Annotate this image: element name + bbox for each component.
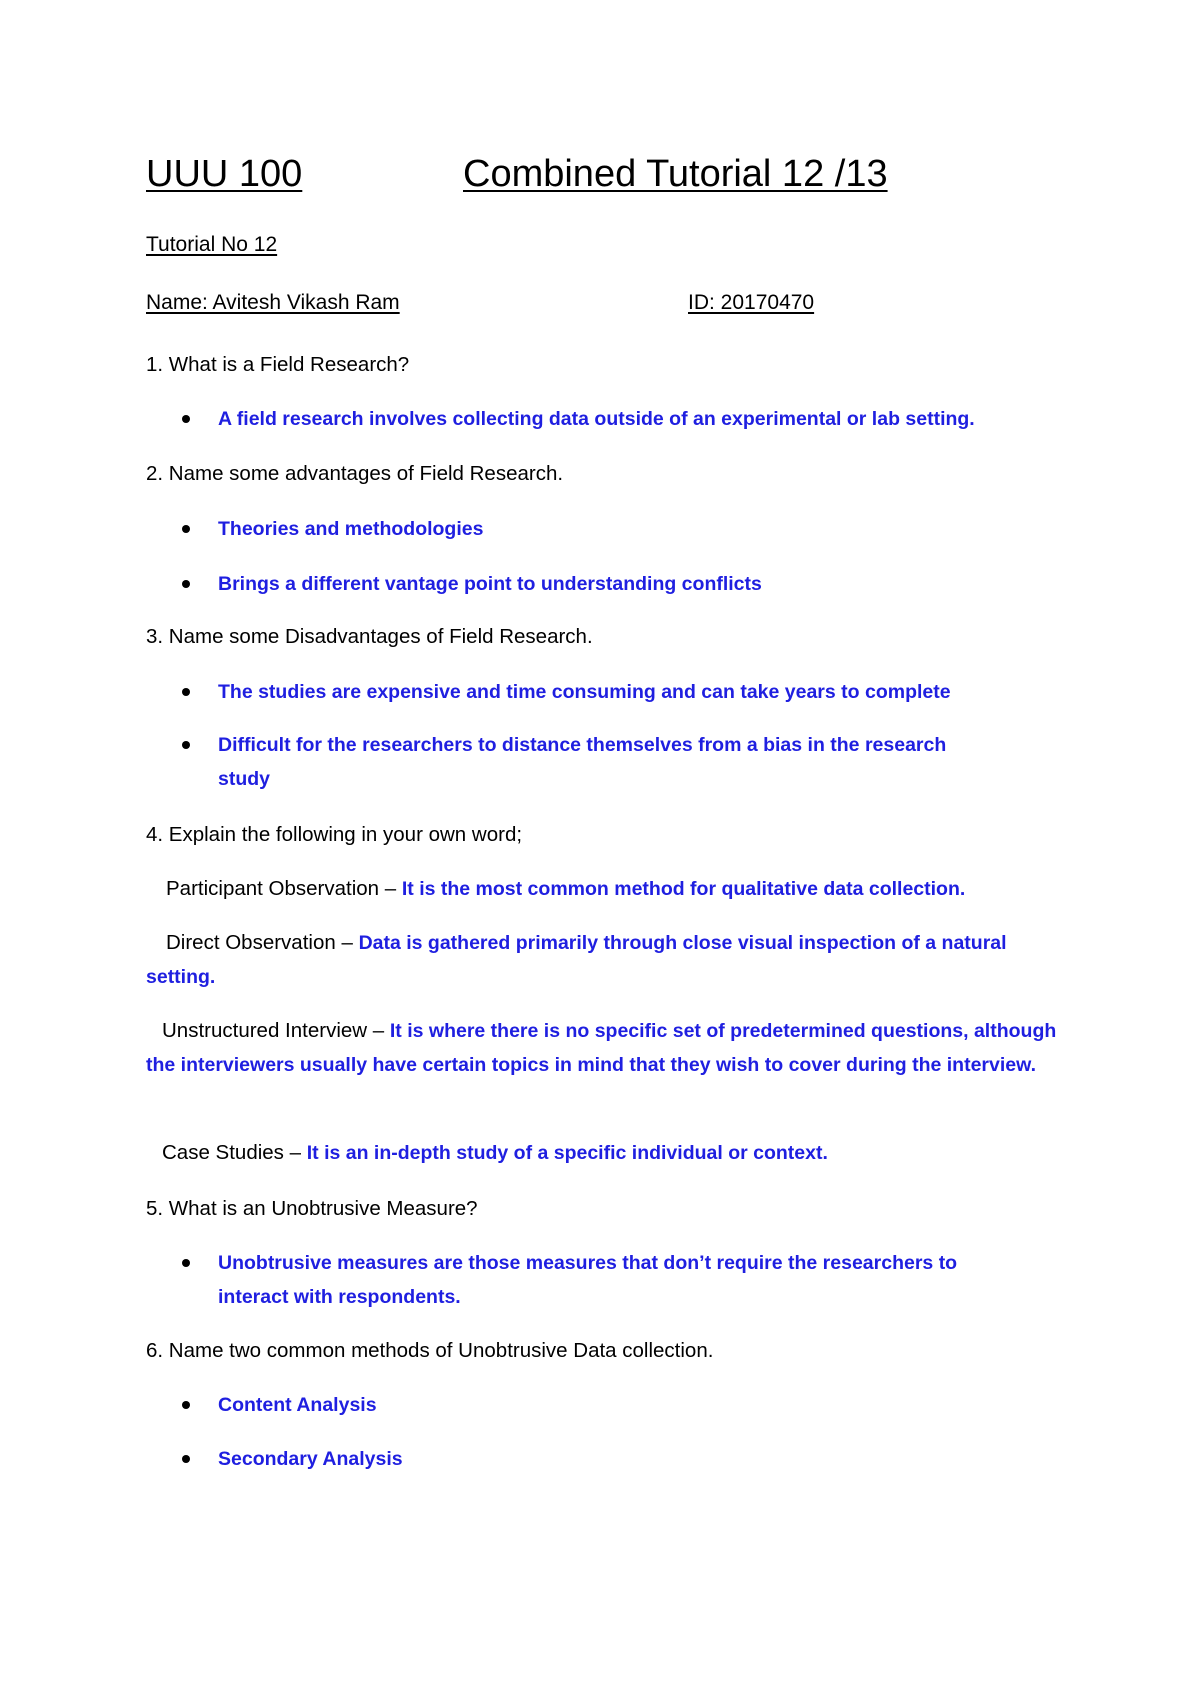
question-4: 4. Explain the following in your own word;	[146, 823, 523, 846]
course-code-title: UUU 100	[146, 153, 303, 195]
tutorial-number: Tutorial No 12	[146, 233, 278, 256]
q2-answer-1: Theories and methodologies	[218, 518, 484, 540]
q4-definition: Data is gathered primarily through close visual inspection of a natural setting.	[146, 932, 1007, 988]
q4-item-direct-observation	[146, 926, 1016, 994]
q4-item-case-studies	[146, 1136, 1056, 1170]
bullet-icon	[182, 525, 190, 533]
q1-answer: A field research involves collecting data outside of an experimental or lab setting.	[218, 408, 975, 430]
q6-answer-2: Secondary Analysis	[218, 1448, 403, 1470]
q4-term: Unstructured Interview	[162, 1019, 368, 1042]
bullet-icon	[182, 1455, 190, 1463]
question-6: 6. Name two common methods of Unobtrusive Data collection.	[146, 1339, 714, 1362]
q4-dash: –	[379, 877, 402, 900]
q4-term: Direct Observation	[166, 931, 336, 954]
bullet-icon	[182, 688, 190, 696]
question-3: 3. Name some Disadvantages of Field Research.	[146, 625, 593, 648]
bullet-icon	[182, 1259, 190, 1267]
bullet-icon	[182, 1401, 190, 1409]
bullet-icon	[182, 415, 190, 423]
q4-definition: It is the most common method for qualitative data collection.	[401, 878, 966, 900]
question-5: 5. What is an Unobtrusive Measure?	[146, 1197, 478, 1220]
bullet-icon	[182, 580, 190, 588]
question-1: 1. What is a Field Research?	[146, 353, 410, 376]
q4-item-unstructured-interview	[146, 1014, 1066, 1082]
student-id: ID: 20170470	[688, 291, 815, 314]
q3-answer-1: The studies are expensive and time consuming and can take years to complete	[218, 681, 951, 703]
q3-answer-2: Difficult for the researchers to distance themselves from a bias in the research study	[218, 734, 947, 790]
q5-answer: Unobtrusive measures are those measures that don’t require the researchers to interact with respondents.	[218, 1252, 958, 1308]
q4-term: Participant Observation	[166, 877, 380, 900]
q6-answer-1: Content Analysis	[218, 1394, 377, 1416]
q4-definition: It is an in-depth study of a specific individual or context.	[306, 1142, 828, 1164]
question-2: 2. Name some advantages of Field Research.	[146, 462, 564, 485]
q2-answer-2: Brings a different vantage point to understanding conflicts	[218, 573, 762, 595]
q4-definition: It is where there is no specific set of predetermined questions, although the interviewers usually have certain topics in mind that they wish to cover during the interview.	[146, 1020, 1057, 1076]
q4-item-participant-observation	[146, 872, 1056, 906]
q4-term: Case Studies	[162, 1141, 284, 1164]
tutorial-title: Combined Tutorial 12 /13	[463, 153, 888, 195]
q4-dash: –	[335, 931, 359, 954]
q4-dash: –	[367, 1019, 390, 1042]
bullet-icon	[182, 741, 190, 749]
q4-dash: –	[283, 1141, 307, 1164]
student-name: Name: Avitesh Vikash Ram	[146, 291, 400, 314]
